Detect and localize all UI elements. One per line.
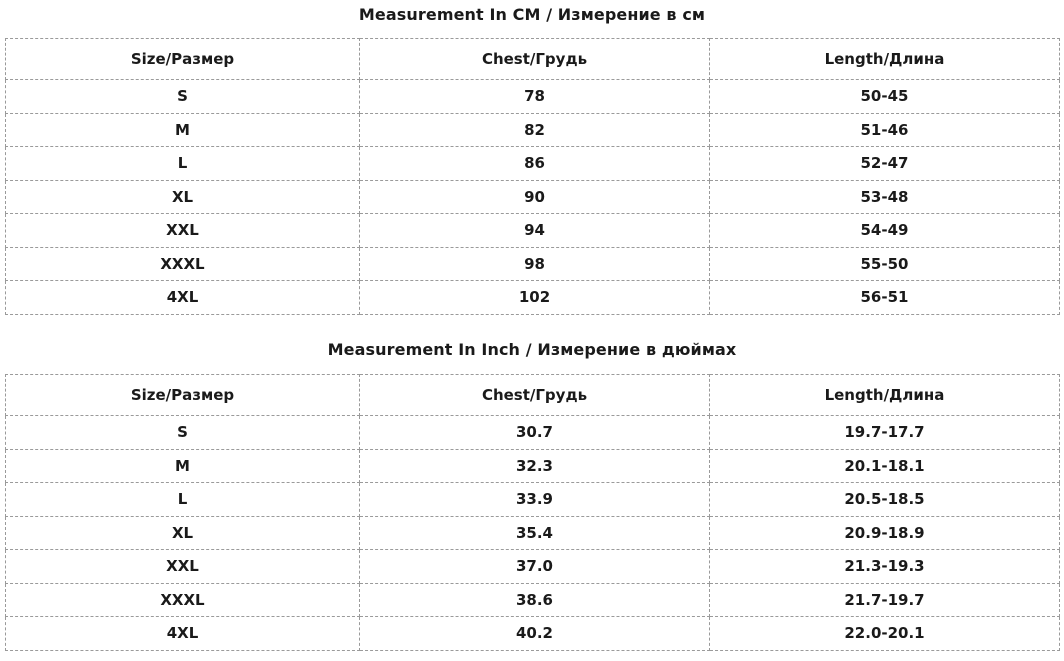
length-cell: 22.0-20.1 [710,617,1060,651]
size-cell: M [6,113,360,147]
chest-column-header: Chest/Грудь [360,375,710,416]
chest-cell: 78 [360,80,710,114]
size-cell: XXL [6,214,360,248]
length-cell: 20.1-18.1 [710,449,1060,483]
cm-size-table [5,38,1060,315]
length-cell: 20.5-18.5 [710,483,1060,517]
size-cell: XL [6,180,360,214]
size-cell: 4XL [6,617,360,651]
length-column-header: Length/Длина [710,39,1060,80]
table-header-row [6,39,1060,80]
length-cell: 51-46 [710,113,1060,147]
chest-cell: 102 [360,281,710,315]
chest-cell: 32.3 [360,449,710,483]
chest-cell: 82 [360,113,710,147]
table-row [6,80,1060,114]
size-cell: XXL [6,550,360,584]
length-cell: 53-48 [710,180,1060,214]
table-row [6,113,1060,147]
length-cell: 21.3-19.3 [710,550,1060,584]
table-row [6,550,1060,584]
table-header-row [6,375,1060,416]
chest-cell: 90 [360,180,710,214]
size-column-header: Size/Размер [6,39,360,80]
length-cell: 20.9-18.9 [710,516,1060,550]
size-cell: S [6,80,360,114]
length-cell: 52-47 [710,147,1060,181]
table-row [6,583,1060,617]
chest-column-header: Chest/Грудь [360,39,710,80]
inch-size-table [5,374,1060,651]
inch-section-title: Measurement In Inch / Измерение в дюймах [327,340,737,359]
chest-cell: 38.6 [360,583,710,617]
size-cell: XXXL [6,583,360,617]
length-cell: 50-45 [710,80,1060,114]
chest-cell: 30.7 [360,416,710,450]
size-cell: S [6,416,360,450]
chest-cell: 37.0 [360,550,710,584]
size-cell: XL [6,516,360,550]
chest-cell: 86 [360,147,710,181]
size-column-header: Size/Размер [6,375,360,416]
length-cell: 56-51 [710,281,1060,315]
size-cell: XXXL [6,247,360,281]
length-cell: 21.7-19.7 [710,583,1060,617]
chest-cell: 98 [360,247,710,281]
chest-cell: 33.9 [360,483,710,517]
table-row [6,180,1060,214]
length-cell: 19.7-17.7 [710,416,1060,450]
table-row [6,281,1060,315]
size-cell: M [6,449,360,483]
table-row [6,483,1060,517]
length-column-header: Length/Длина [710,375,1060,416]
table-row [6,247,1060,281]
chest-cell: 40.2 [360,617,710,651]
chest-cell: 35.4 [360,516,710,550]
cm-section-title: Measurement In CM / Измерение в см [358,5,706,24]
table-row [6,449,1060,483]
table-row [6,147,1060,181]
table-row [6,617,1060,651]
table-row [6,416,1060,450]
size-cell: 4XL [6,281,360,315]
size-cell: L [6,483,360,517]
length-cell: 55-50 [710,247,1060,281]
table-row [6,214,1060,248]
length-cell: 54-49 [710,214,1060,248]
chest-cell: 94 [360,214,710,248]
size-cell: L [6,147,360,181]
table-row [6,516,1060,550]
